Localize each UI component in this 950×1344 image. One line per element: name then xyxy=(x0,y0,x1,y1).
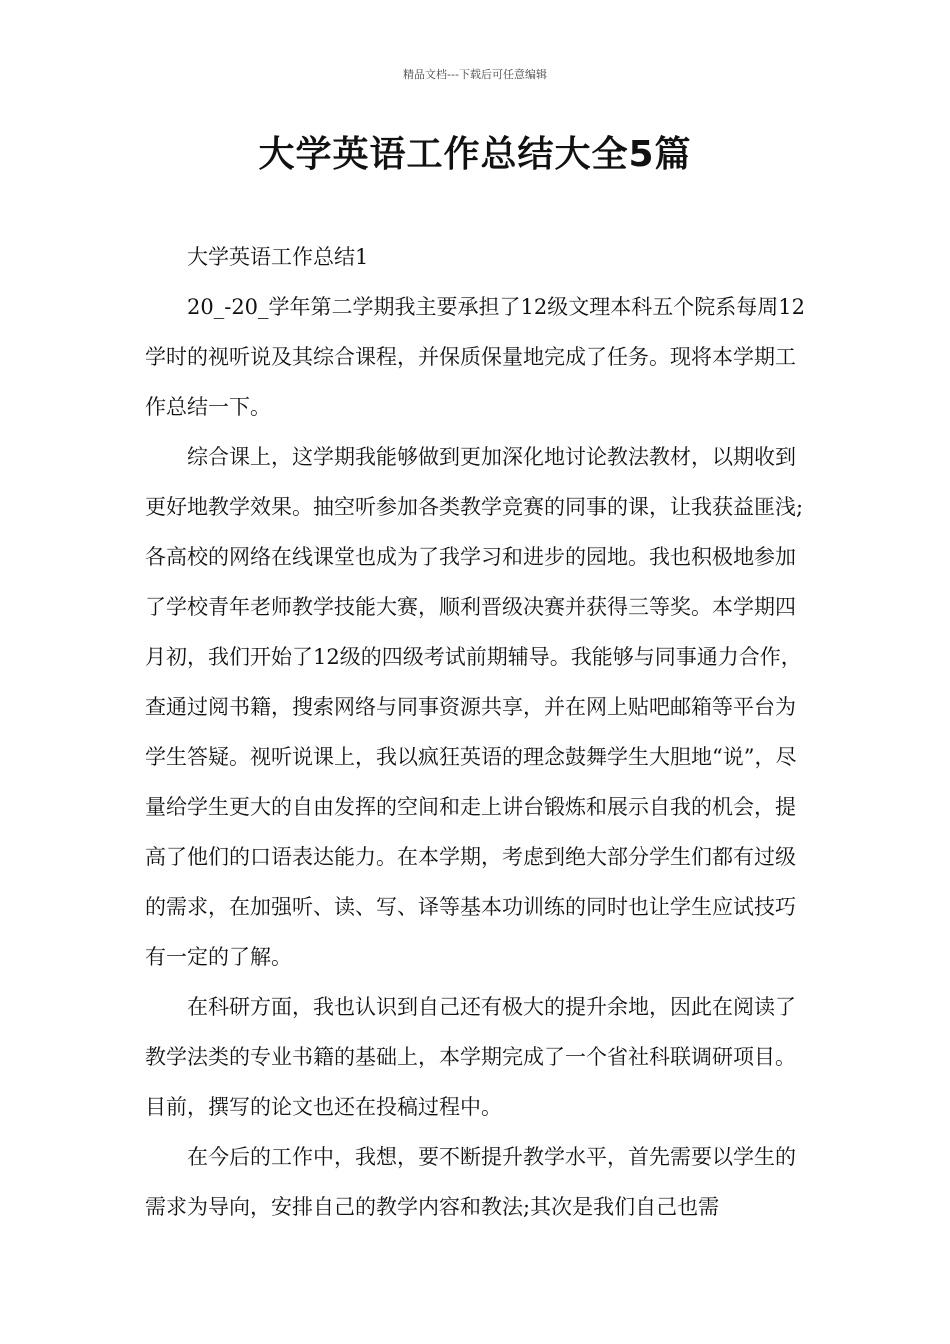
header-note: 精品文档---下载后可任意编辑 xyxy=(403,68,547,81)
section-heading: 大学英语工作总结1 xyxy=(187,245,369,269)
document-body xyxy=(145,232,810,1232)
document-title: 大学英语工作总结大全5篇 xyxy=(258,134,692,175)
paragraph-teaching: 综合课上，这学期我能够做到更加深化地讨论教法教材，以期收到更好地教学效果。抽空听参加各类教学竞赛的同事的课，让我获益匪浅;各高校的网络在线课堂也成为了我学习和进步的园地。我也积极地参加了学校青年老师教学技能大赛，顺利晋级决赛并获得三等奖。本学期四月初，我们开始了12级的四级考试前期辅导。我能够与同事通力合作，查通过阅书籍，搜索网络与同事资源共享，并在网上贴吧邮箱等平台为学生答疑。视听说课上，我以疯狂英语的理念鼓舞学生大胆地“说”，尽量给学生更大的自由发挥的空间和走上讲台锻炼和展示自我的机会，提高了他们的口语表达能力。在本学期，考虑到绝大部分学生们都有过级的需求，在加强听、读、写、译等基本功训练的同时也让学生应试技巧有一定的了解。 xyxy=(145,445,804,969)
paragraph-future: 在今后的工作中，我想，要不断提升教学水平，首先需要以学生的需求为导向，安排自己的教学内容和教法;其次是我们自己也需 xyxy=(145,1145,796,1219)
paragraph-research: 在科研方面，我也认识到自己还有极大的提升余地，因此在阅读了教学法类的专业书籍的基础上，本学期完成了一个省社科联调研项目。目前，撰写的论文也还在投稿过程中。 xyxy=(145,995,796,1119)
paragraph-intro: 20_-20_学年第二学期我主要承担了12级文理本科五个院系每周12学时的视听说及其综合课程，并保质保量地完成了任务。现将本学期工作总结一下。 xyxy=(145,295,805,419)
